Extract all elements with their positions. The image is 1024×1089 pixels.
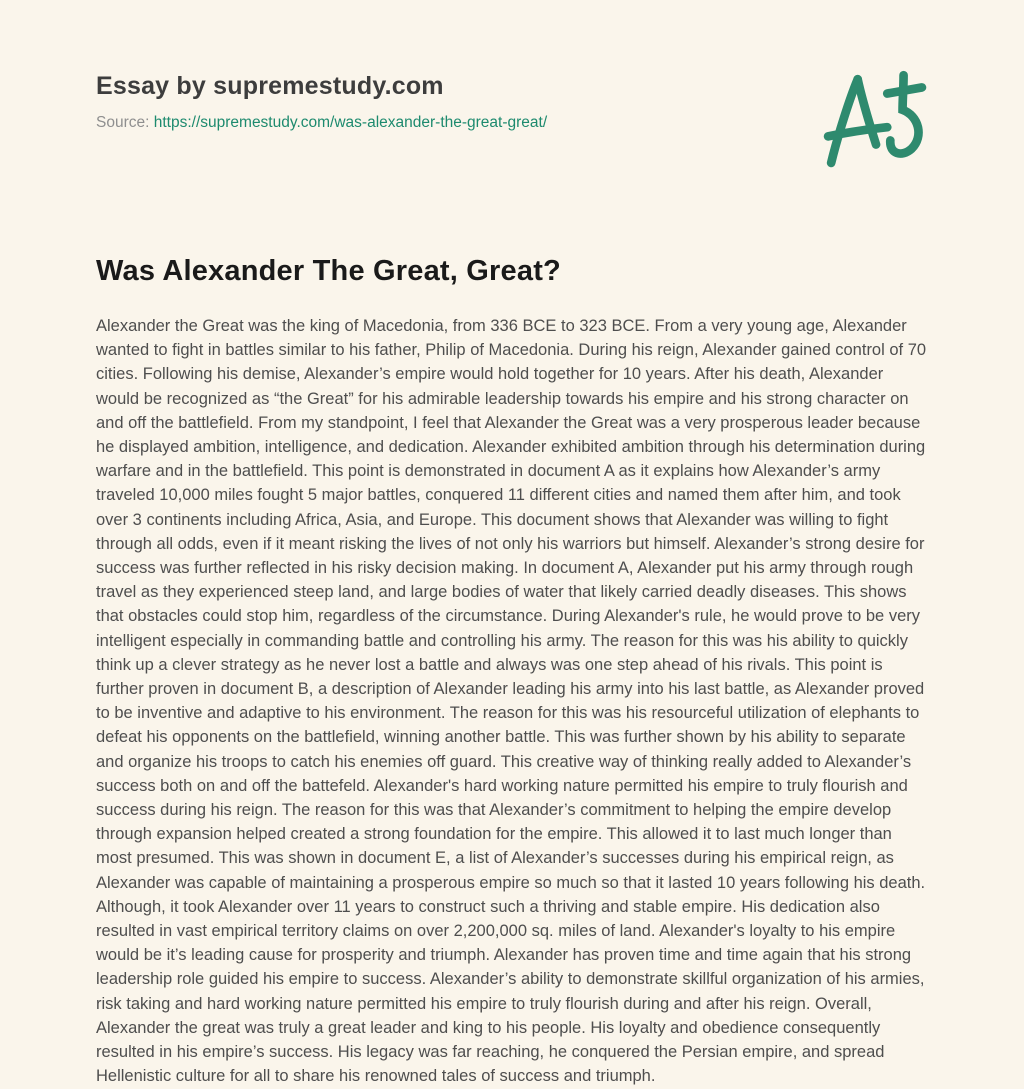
essay-title: Was Alexander The Great, Great?	[96, 255, 561, 287]
essay-body: Alexander the Great was the king of Macedonia, from 336 BCE to 323 BCE. From a very young age, Alexander wanted to fight in battles similar to his father, Philip of Macedonia. During his reign, Alexander gained control of 70 cities. Following his demise, Alexander’s empire would hold together for 10 years. After his death, Alexander would be recognized as “the Great” for his admirable leadership towards his empire and his strong character on and off the battlefield. From my standpoint, I feel that Alexander the Great was a very prosperous leader because he displayed ambition, intelligence, and dedication. Alexander exhibited ambition through his determination during warfare and in the battlefield. This point is demonstrated in document A as it explains how Alexander’s army traveled 10,000 miles fought 5 major battles, conquered 11 different cities and named them after him, and took over 3 continents including Africa, Asia, and Europe. This document shows that Alexander was willing to fight through all odds, even if it meant risking the lives of not only his warriors but himself. Alexander’s strong desire for success was further reflected in his risky decision making. In document A, Alexander put his army through rough travel as they experienced steep land, and large bodies of water that likely carried deadly diseases. This shows that obstacles could stop him, regardless of the circumstance. During Alexander's rule, he would prove to be very intelligent especially in commanding battle and controlling his army. The reason for this was his ability to quickly think up a clever strategy as he never lost a battle and always was one step ahead of his rivals. This point is further proven in document B, a description of Alexander leading his army into his last battle, as Alexander proved to be inventive and adaptive to his environment. The reason for this was his resourceful utilization of elephants to defeat his opponents on the battlefield, winning another battle. This was further shown by his ability to separate and organize his troops to catch his enemies off guard. This creative way of thinking really added to Alexander’s success both on and off the battefeld. Alexander's hard working nature permitted his empire to truly flourish and success during his reign. The reason for this was that Alexander’s commitment to helping the empire develop through expansion helped created a strong foundation for the empire. This allowed it to last much longer than most presumed. This was shown in document E, a list of Alexander’s successes during his empirical reign, as Alexander was capable of maintaining a prosperous empire so much so that it lasted 10 years following his death. Although, it took Alexander over 11 years to construct such a thriving and stable empire. His dedication also resulted in vast empirical territory claims on over 2,200,000 sq. miles of land. Alexander's loyalty to his empire would be it’s leading cause for prosperity and triumph. Alexander has proven time and time again that his strong leadership role guided his empire to success. Alexander’s ability to demonstrate skillful organization of his armies, risk taking and hard working nature permitted his empire to truly flourish during and after his reign. Overall, Alexander the great was truly a great leader and king to his people. His loyalty and obedience consequently resulted in his empire’s success. His legacy was far reaching, he conquered the Persian empire, and spread Hellenistic culture for all to share his renowned tales of success and triumph.	[96, 317, 927, 1086]
source-line	[96, 113, 547, 133]
page-header	[96, 0, 930, 168]
source-label: Source:	[96, 114, 150, 131]
a-plus-logo	[818, 66, 930, 168]
site-title: Essay by supremestudy.com	[96, 72, 444, 100]
source-link[interactable]: https://supremestudy.com/was-alexander-the-great-great/	[153, 114, 548, 131]
header-text-block	[96, 72, 547, 133]
essay-content	[96, 254, 930, 1089]
